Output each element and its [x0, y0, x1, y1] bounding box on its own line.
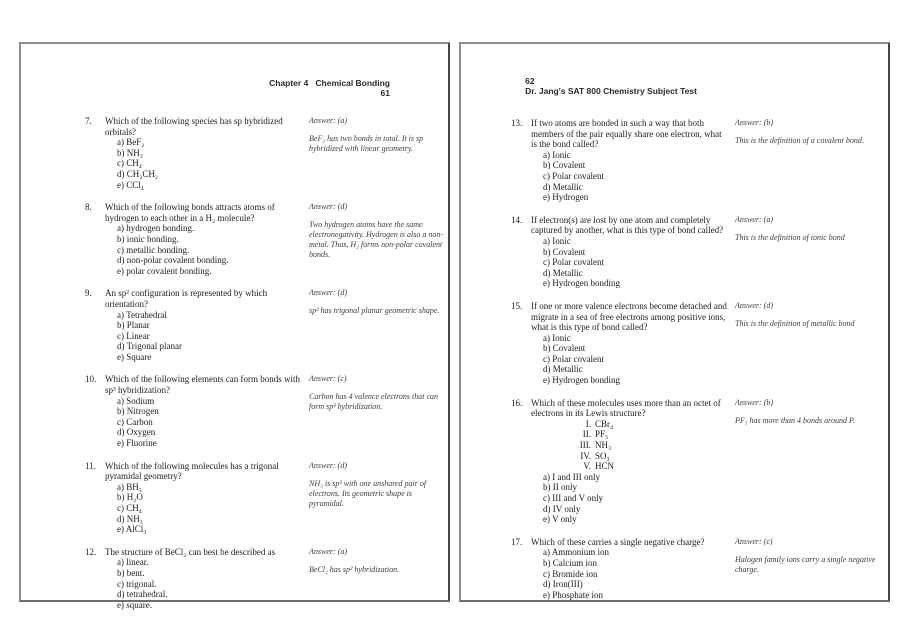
answer-explanation: Carbon has 4 valence electrons that can form sp³ hybridization.: [309, 392, 439, 412]
options-list: [117, 310, 303, 363]
answer-explanation: PF₅ has more than 4 bonds around P.: [735, 415, 855, 425]
options-list: [117, 557, 303, 610]
option: c) Polar covalent: [543, 170, 604, 181]
option: c) CH₄: [117, 158, 142, 169]
question-number: 14.: [511, 214, 523, 225]
question-row: [85, 202, 303, 276]
question-number: 15.: [511, 300, 523, 311]
question-body: [531, 537, 729, 601]
option: d) Metallic: [543, 267, 583, 278]
question-block: [511, 215, 729, 289]
question: [85, 202, 444, 276]
option: a) Ionic: [543, 332, 571, 343]
question-block: [85, 288, 303, 362]
option: e) CCl₄: [117, 179, 144, 190]
option: d) Trigonal planar: [117, 341, 182, 352]
question-row: [85, 288, 303, 362]
answer-label: Answer: (d): [735, 300, 773, 310]
answer-column: [729, 118, 884, 146]
option: b) H₂O: [117, 492, 143, 503]
page-header-right: [511, 66, 884, 106]
answer-label: Answer: (d): [309, 202, 347, 212]
option: c) Carbon: [117, 416, 153, 427]
answer-explanation: Halogen family ions carry a single negative charge.: [735, 554, 876, 574]
roman-item: [555, 429, 729, 440]
question-text: If two atoms are bonded in such a way that both members of the pair equally share one electron, what is the bond called?: [531, 118, 722, 150]
question-text: Which of the following elements can form bonds with sp³ hybridization?: [105, 374, 300, 396]
question-body: [531, 215, 729, 289]
options-list: [117, 482, 303, 535]
option: e) square.: [117, 599, 152, 610]
question-block: [85, 461, 303, 535]
question: [85, 547, 444, 611]
page-number-left: 61: [380, 88, 390, 98]
question-text: Which of the following molecules has a trigonal pyramidal geometry?: [105, 460, 279, 482]
question-block: [511, 301, 729, 386]
option: b) ionic bonding.: [117, 233, 179, 244]
option: d) NH₃: [117, 513, 143, 524]
option: a) Sodium: [117, 395, 155, 406]
option: a) BH₃: [117, 481, 142, 492]
answer-column: [303, 374, 444, 412]
option: a) Ionic: [543, 235, 571, 246]
question-block: [85, 547, 303, 611]
roman-item: [555, 419, 729, 430]
answer-explanation: This is the definition of ionic bond: [735, 232, 845, 242]
question-row: [85, 374, 303, 448]
option: b) NH₃: [117, 147, 143, 158]
roman-list: [555, 419, 729, 472]
roman-numeral: III.: [579, 440, 591, 451]
questions-list-left: [85, 116, 444, 610]
option: a) hydrogen bonding.: [117, 223, 195, 234]
question-text: If one or more valence electrons become detached and migrate in a sea of free electrons among positive ions, what is this type of bond called?: [531, 300, 727, 333]
question-body: [105, 116, 303, 190]
question-body: [531, 398, 729, 525]
answer-column: [729, 537, 884, 575]
answer-label: Answer: (b): [735, 397, 773, 407]
option: d) Metallic: [543, 181, 583, 192]
question: [85, 288, 444, 362]
question-row: [85, 116, 303, 190]
option: d) CH₂CH₂: [117, 168, 159, 179]
question-row: [511, 537, 729, 601]
option: e) Hydrogen bonding: [543, 278, 620, 289]
answer-explanation: Two hydrogen atoms have the same electronegativity. Hydrogen is also a non-metal. Thus, H₂ forms non-polar covalent bonds.: [309, 220, 444, 260]
option: e) V only: [543, 514, 577, 525]
question-number: 13.: [511, 118, 523, 128]
question-row: [85, 547, 303, 611]
page-header-left: [85, 68, 444, 108]
option: d) non-polar covalent bonding.: [117, 255, 229, 266]
option: e) Hydrogen: [543, 192, 589, 203]
answer-label: Answer: (c): [735, 536, 773, 546]
option: b) Covalent: [543, 343, 586, 354]
answer-column: [303, 547, 444, 575]
option: c) III and V only: [543, 493, 604, 503]
option: d) IV only: [543, 503, 581, 514]
question-body: [105, 461, 303, 535]
options-list: [117, 396, 303, 449]
option: e) Fluorine: [117, 438, 157, 449]
question-row: [511, 398, 729, 525]
question-text: Which of the following bonds attracts atoms of hydrogen to each other in a H₂ molecule?: [105, 202, 275, 223]
question: [511, 215, 884, 289]
answer-column: [729, 215, 884, 243]
question-text: Which of these molecules uses more than an octet of electrons in its Lewis structure?: [531, 397, 721, 419]
option: d) Iron(III): [543, 579, 583, 590]
question-block: [85, 116, 303, 190]
answer-label: Answer: (b): [735, 118, 773, 127]
question-row: [511, 215, 729, 289]
option: c) Polar covalent: [543, 257, 604, 268]
roman-numeral: IV.: [580, 450, 591, 461]
option: b) II only: [543, 482, 577, 493]
option: b) Nitrogen: [117, 406, 159, 417]
question-block: [85, 374, 303, 448]
answer-label: Answer: (c): [309, 374, 347, 384]
chapter-title: Chapter 4 Chemical Bonding: [269, 78, 390, 88]
option: b) Planar: [117, 320, 150, 331]
option: b) Covalent: [543, 160, 586, 171]
page-number-right: 62: [525, 76, 535, 86]
question-number: 11.: [85, 460, 96, 471]
option: a) Ammonium ion: [543, 547, 609, 558]
option: b) bent.: [117, 567, 145, 578]
question-body: [531, 301, 729, 386]
question-row: [511, 118, 729, 203]
question-text: An sp² configuration is represented by which orientation?: [105, 288, 268, 309]
question-number: 7.: [85, 116, 92, 126]
question-number: 17.: [511, 536, 523, 547]
question-block: [511, 398, 729, 525]
question-number: 8.: [85, 202, 92, 213]
options-list: [543, 547, 729, 600]
roman-numeral: V.: [583, 461, 591, 472]
roman-numeral: II.: [582, 429, 591, 440]
question-text: Which of these carries a single negative charge?: [531, 536, 705, 547]
option: c) Linear: [117, 330, 150, 341]
option: c) metallic bonding.: [117, 244, 190, 255]
question: [511, 118, 884, 203]
option: d) Oxygen: [117, 427, 156, 438]
option: b) Covalent: [543, 246, 586, 257]
option: d) tetrahedral.: [117, 589, 168, 600]
options-list: [117, 137, 303, 190]
answer-explanation: This is the definition of metallic bond: [735, 318, 855, 328]
option: c) Bromide ion: [543, 568, 598, 579]
option: a) I and III only: [543, 471, 600, 482]
question-number: 10.: [85, 374, 97, 385]
roman-formula: CBr₄: [595, 418, 614, 429]
book-title: Dr. Jang's SAT 800 Chemistry Subject Test: [525, 86, 697, 96]
answer-label: Answer: (a): [735, 214, 773, 224]
roman-formula: NH₃: [595, 440, 612, 451]
answer-column: [303, 202, 444, 260]
options-list: [117, 223, 303, 276]
answer-column: [303, 116, 444, 154]
option: a) linear.: [117, 557, 149, 568]
option: c) CH₄: [117, 503, 142, 513]
question-body: [105, 202, 303, 276]
question: [85, 461, 444, 535]
question: [85, 374, 444, 448]
option: d) Metallic: [543, 364, 583, 375]
roman-formula: PF₅: [595, 429, 609, 440]
answer-label: Answer: (d): [309, 288, 347, 298]
answer-explanation: NH₃ is sp³ with one unshared pair of electrons. Its geometric shape is pyramidal.: [309, 478, 427, 508]
question: [85, 116, 444, 190]
option: c) trigonal.: [117, 578, 157, 589]
question-row: [85, 461, 303, 535]
answer-column: [303, 288, 444, 316]
option: e) AlCl₃: [117, 524, 147, 535]
options-list: [543, 333, 729, 386]
answer-explanation: sp² has trigonal planar geometric shape.: [309, 306, 440, 316]
question-row: [511, 301, 729, 386]
question-text: Which of the following species has sp hybridized orbitals?: [105, 116, 283, 137]
option: e) Square: [117, 351, 152, 362]
question: [511, 398, 884, 525]
answer-explanation: BeCl₂ has sp² hybridization.: [309, 564, 400, 574]
options-list: [543, 150, 729, 203]
option: a) BeF₂: [117, 137, 145, 148]
question-number: 16.: [511, 397, 523, 408]
answer-label: Answer: (a): [309, 116, 347, 125]
question-body: [531, 118, 729, 203]
answer-explanation: BeF₂ has two bonds in total. It is sp hybridized with linear geometry.: [309, 134, 424, 153]
answer-column: [303, 461, 444, 509]
page-left: [19, 42, 450, 610]
option: e) Hydrogen bonding: [543, 375, 620, 386]
question-text: If electron(s) are lost by one atom and completely captured by another, what is this type of bond called?: [531, 214, 724, 236]
answer-label: Answer: (d): [309, 460, 347, 470]
question-block: [85, 202, 303, 276]
roman-formula: HCN: [595, 461, 615, 472]
option: a) Ionic: [543, 149, 571, 160]
option: e) Phosphate ion: [543, 589, 603, 600]
answer-column: [729, 398, 884, 426]
option: e) polar covalent bonding.: [117, 265, 212, 276]
options-list: [543, 472, 729, 525]
question-text: The structure of BeCl₂ can best be described as: [105, 546, 276, 557]
option: a) Tetrahedral: [117, 309, 167, 320]
roman-numeral: I.: [585, 418, 591, 429]
answer-column: [729, 301, 884, 329]
question-block: [511, 118, 729, 203]
question-block: [511, 537, 729, 601]
roman-item: [555, 461, 729, 472]
question-body: [105, 288, 303, 362]
answer-label: Answer: (a): [309, 546, 347, 556]
questions-list-right: [511, 118, 884, 600]
options-list: [543, 236, 729, 289]
question: [511, 537, 884, 601]
question: [511, 301, 884, 386]
roman-formula: SO₃: [595, 450, 610, 461]
roman-item: [555, 451, 729, 462]
page-right: [459, 42, 890, 602]
answer-explanation: This is the definition of a covalent bond.: [735, 136, 864, 145]
option: b) Calcium ion: [543, 557, 597, 568]
question-number: 12.: [85, 546, 97, 557]
question-body: [105, 374, 303, 448]
question-number: 9.: [85, 288, 92, 299]
question-body: [105, 547, 303, 611]
roman-item: [555, 440, 729, 451]
option: c) Polar covalent: [543, 353, 604, 364]
